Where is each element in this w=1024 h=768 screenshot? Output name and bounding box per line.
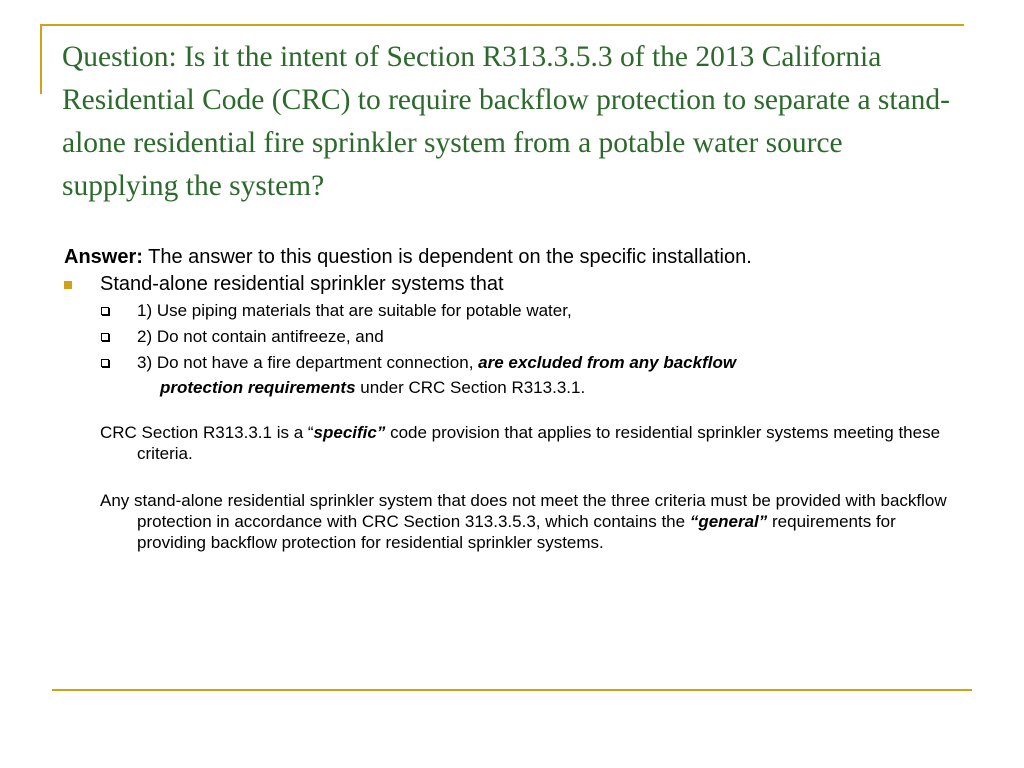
criteria-list bbox=[64, 298, 964, 376]
slide-body bbox=[64, 244, 964, 553]
specific-provision-paragraph bbox=[64, 422, 964, 464]
answer-line bbox=[64, 244, 964, 270]
square-bullet-icon bbox=[64, 281, 72, 289]
criteria-item-3-continuation bbox=[64, 376, 964, 400]
hollow-square-bullet-icon bbox=[101, 333, 109, 341]
answer-text: The answer to this question is dependent on the specific installation. bbox=[142, 246, 752, 268]
bottom-rule bbox=[52, 689, 972, 691]
general-emphasis: “general” bbox=[689, 512, 768, 531]
hollow-square-bullet-icon bbox=[101, 359, 109, 367]
exclusion-emphasis-1: are excluded from any backflow bbox=[478, 353, 737, 372]
criteria-text-1: 1) Use piping materials that are suitable for potable water, bbox=[137, 301, 572, 320]
bullet-text: Stand-alone residential sprinkler systems that bbox=[100, 273, 504, 295]
para2-after: requirements for providing backflow protection for residential sprinkler systems. bbox=[137, 512, 896, 552]
exclusion-emphasis-2: protection requirements bbox=[160, 378, 356, 397]
bullet-item bbox=[64, 272, 964, 296]
exclusion-suffix: under CRC Section R313.3.1. bbox=[355, 378, 586, 397]
criteria-item-3 bbox=[64, 350, 964, 376]
slide-title: Question: Is it the intent of Section R313.3.5.3 of the 2013 California Residential Code (CRC) to require backflow protection to separate a stand-alone residential fire sprinkler system from a potable water source supplying the system? bbox=[62, 41, 951, 202]
criteria-item-1 bbox=[64, 298, 964, 324]
para1-before: CRC Section R313.3.1 is a “ bbox=[100, 423, 314, 442]
left-rule bbox=[40, 24, 42, 94]
top-rule bbox=[40, 24, 964, 26]
para1-after: code provision that applies to residential sprinkler systems meeting these criteria. bbox=[137, 423, 941, 463]
criteria-item-2 bbox=[64, 324, 964, 350]
specific-emphasis: specific” bbox=[313, 423, 386, 442]
general-requirements-paragraph bbox=[64, 490, 964, 553]
hollow-square-bullet-icon bbox=[101, 307, 109, 315]
criteria-text-2: 2) Do not contain antifreeze, and bbox=[137, 327, 384, 346]
para2-before: Any stand-alone residential sprinkler system that does not meet the three criteria must be provided with backflow protection in accordance with CRC Section 313.3.5.3, which contains the bbox=[100, 491, 947, 531]
answer-label: Answer: bbox=[64, 246, 143, 268]
criteria-text-3: 3) Do not have a fire department connection, bbox=[137, 353, 479, 372]
